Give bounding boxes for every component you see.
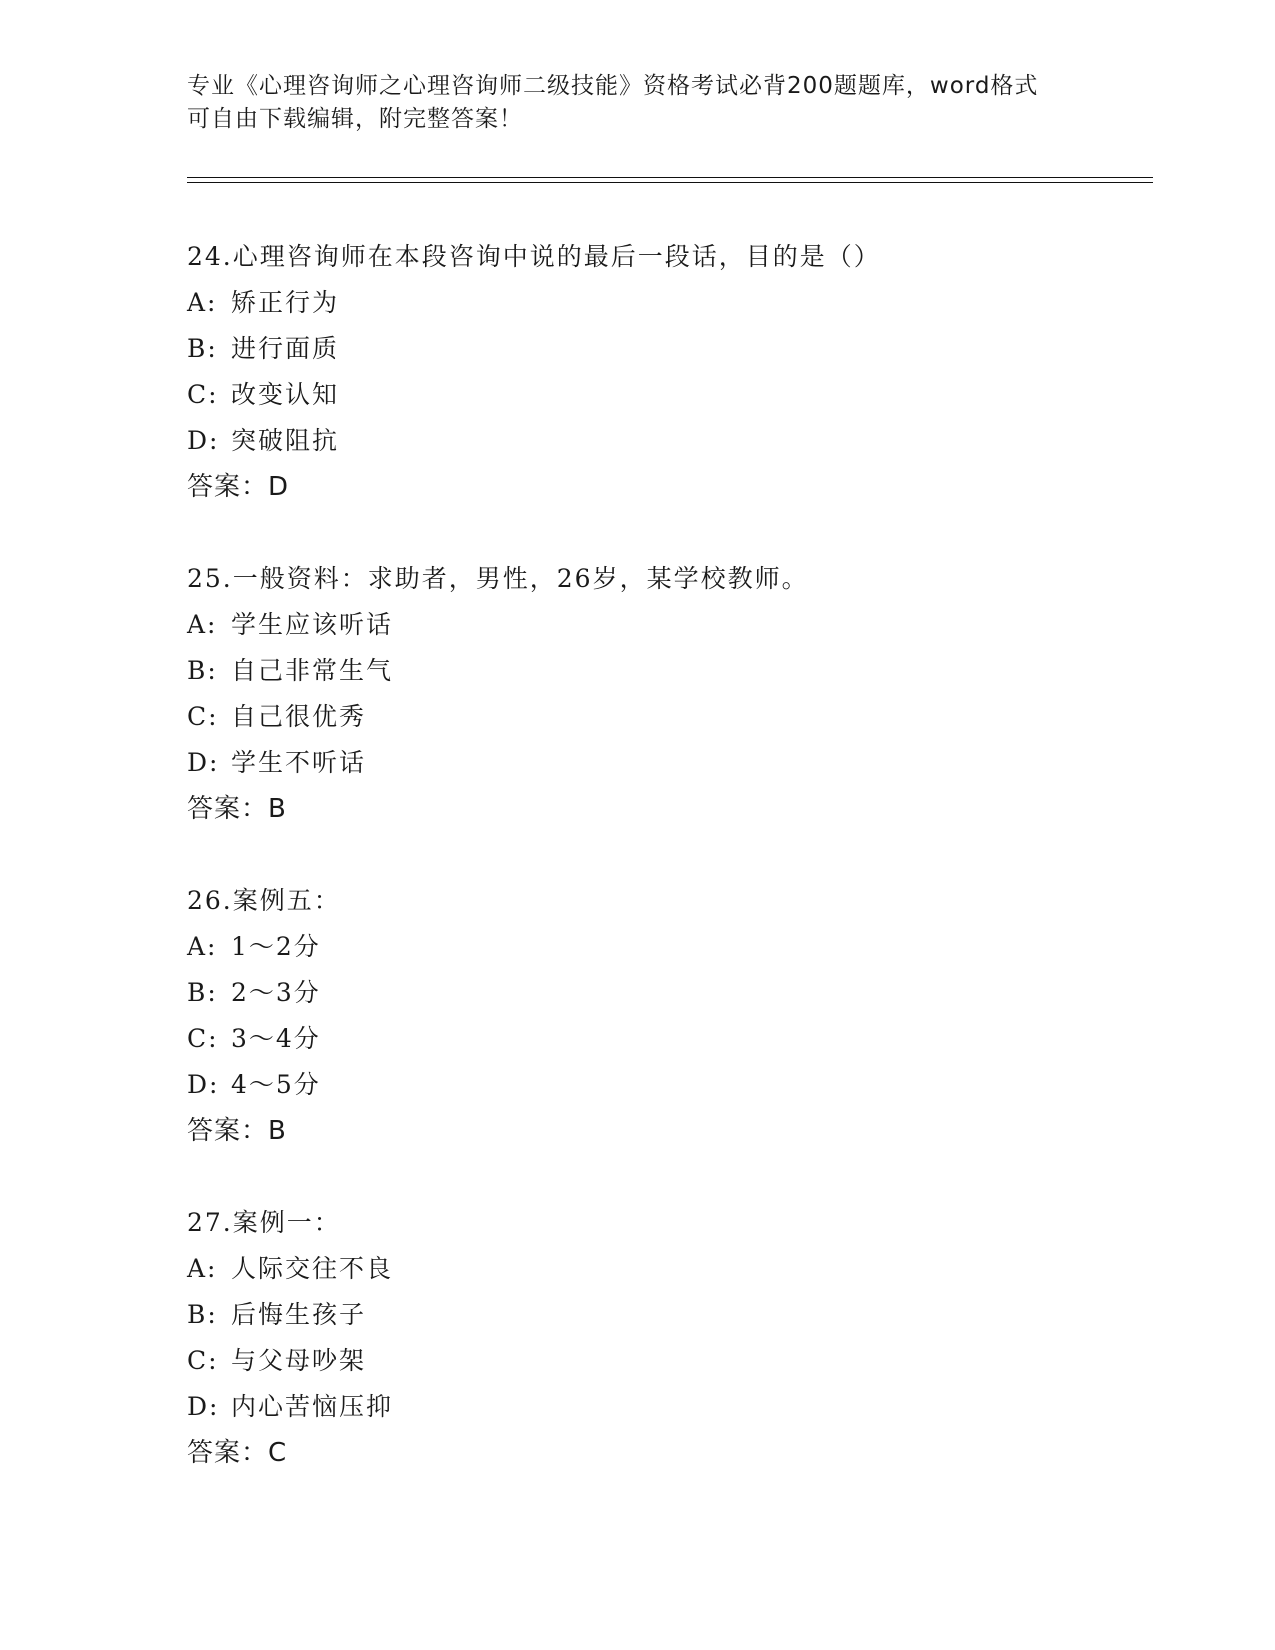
- option-letter: A:: [187, 610, 218, 639]
- option-c: [187, 1338, 1147, 1384]
- option-d: [187, 1062, 1147, 1108]
- option-text: 矫正行为: [231, 288, 340, 317]
- option-letter: C:: [187, 380, 219, 409]
- header-rule-bottom: [187, 182, 1153, 183]
- option-text: 突破阻抗: [231, 426, 340, 455]
- option-text: 后悔生孩子: [231, 1300, 367, 1329]
- option-d: [187, 418, 1147, 464]
- option-text: 3～4分: [231, 1024, 321, 1053]
- option-a: [187, 1246, 1147, 1292]
- option-a: [187, 602, 1147, 648]
- question-26: [187, 878, 1147, 1154]
- option-text: 进行面质: [231, 334, 340, 363]
- option-letter: B:: [187, 1300, 218, 1329]
- option-letter: D:: [187, 1070, 220, 1099]
- option-text: 内心苦恼压抑: [231, 1392, 394, 1421]
- answer-line: 答案：D: [187, 472, 290, 502]
- option-letter: D:: [187, 748, 220, 777]
- option-letter: B:: [187, 656, 218, 685]
- header-rule-top: [187, 177, 1153, 178]
- option-text: 与父母吵架: [231, 1346, 367, 1375]
- option-letter: A:: [187, 1254, 218, 1283]
- option-letter: D:: [187, 1392, 220, 1421]
- option-text: 自己很优秀: [231, 702, 367, 731]
- option-text: 1～2分: [231, 932, 321, 961]
- option-a: [187, 924, 1147, 970]
- option-c: [187, 1016, 1147, 1062]
- option-b: [187, 326, 1147, 372]
- header-line-1: 专业《心理咨询师之心理咨询师二级技能》资格考试必背200题题库，word格式: [187, 73, 1039, 99]
- option-d: [187, 740, 1147, 786]
- option-letter: B:: [187, 334, 218, 363]
- option-text: 人际交往不良: [231, 1254, 394, 1283]
- option-a: [187, 280, 1147, 326]
- question-27: [187, 1200, 1147, 1476]
- question-title: 24.心理咨询师在本段咨询中说的最后一段话，目的是（）: [187, 242, 881, 271]
- question-25: [187, 556, 1147, 832]
- option-c: [187, 372, 1147, 418]
- option-text: 学生应该听话: [231, 610, 394, 639]
- question-title: 26.案例五：: [187, 886, 341, 915]
- option-letter: A:: [187, 288, 218, 317]
- option-text: 自己非常生气: [231, 656, 394, 685]
- question-list: [187, 234, 1147, 1522]
- answer-line: 答案：B: [187, 1116, 287, 1146]
- document-header: [187, 70, 1067, 136]
- option-letter: D:: [187, 426, 220, 455]
- header-line-2: 可自由下载编辑，附完整答案！: [187, 106, 523, 132]
- option-b: [187, 1292, 1147, 1338]
- option-letter: A:: [187, 932, 218, 961]
- question-title: 27.案例一：: [187, 1208, 341, 1237]
- question-title: 25.一般资料：求助者，男性，26岁，某学校教师。: [187, 564, 809, 593]
- option-text: 4～5分: [231, 1070, 321, 1099]
- option-text: 学生不听话: [231, 748, 367, 777]
- option-letter: C:: [187, 1346, 219, 1375]
- option-text: 2～3分: [231, 978, 321, 1007]
- option-letter: C:: [187, 702, 219, 731]
- option-b: [187, 970, 1147, 1016]
- option-letter: B:: [187, 978, 218, 1007]
- option-d: [187, 1384, 1147, 1430]
- answer-line: 答案：B: [187, 794, 287, 824]
- answer-line: 答案：C: [187, 1438, 288, 1468]
- option-b: [187, 648, 1147, 694]
- option-letter: C:: [187, 1024, 219, 1053]
- option-c: [187, 694, 1147, 740]
- option-text: 改变认知: [231, 380, 340, 409]
- question-24: [187, 234, 1147, 510]
